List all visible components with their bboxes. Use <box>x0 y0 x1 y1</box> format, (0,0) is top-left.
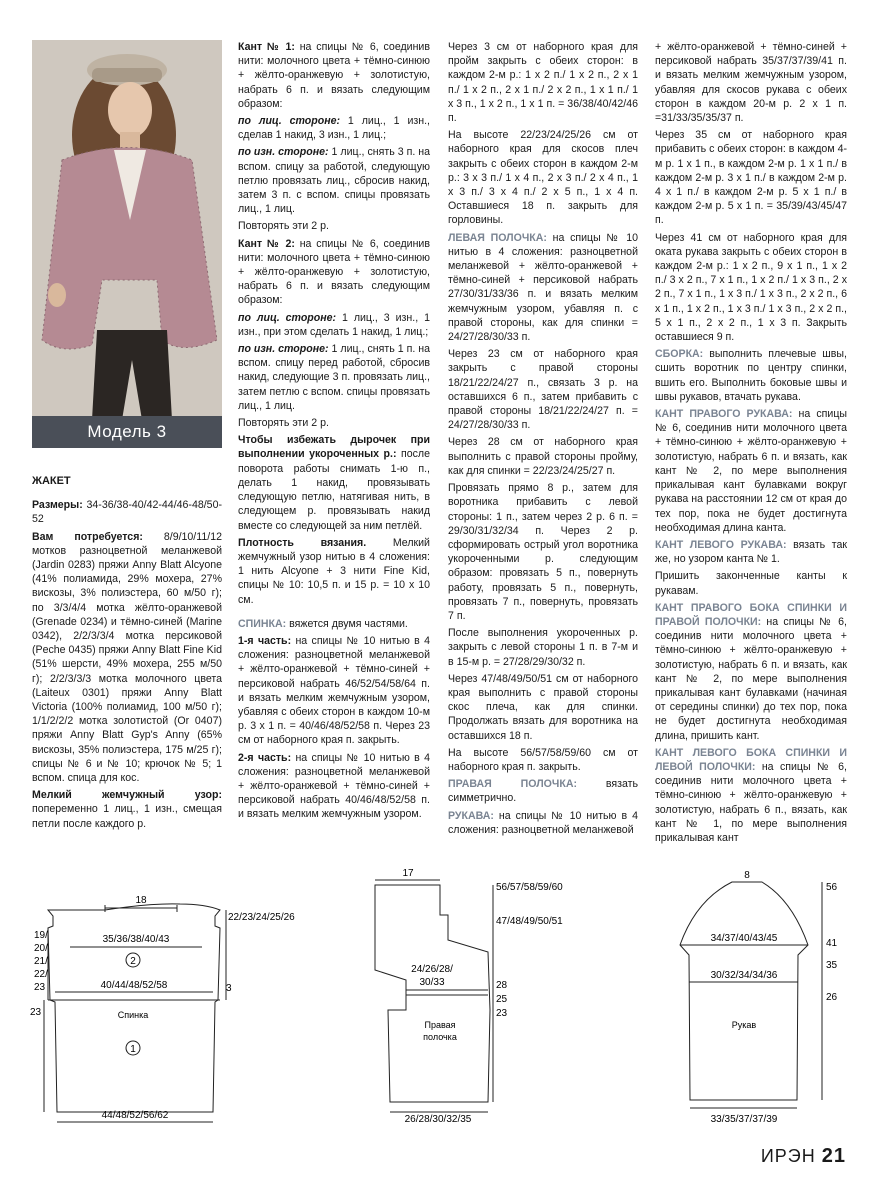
shoulder-paragraph: На высоте 22/23/24/25/26 см от наборного края для скосов плеч закрыть с обеих сторон в каждом 2-м р.: 3 х 3 п./ 1 х 4 п., 2 х 3 п./ 2 х 4 п., 1 х 3 п./ 3 х 4 п./ 2 х 5 п., 1 х 4 п. Оставшиеся 18 п. закрыть для горловины. <box>448 129 638 227</box>
sleeve-h41: 41 <box>826 938 838 949</box>
front-diagram <box>360 860 600 1130</box>
left-front-p3: Через 23 см от наборного края закрыть с правой стороны 18/21/22/24/27 п., связать 3 р. на оставшихся 6 п., затем прибавить с правой стороны 18/21/22/24/27 п. = 24/27/28/30/33 п. <box>448 348 638 432</box>
density-text: Мелкий жемчужный узор нитью в 4 сложения: 1 нить Alcyone + 3 нити Fine Kid, спицы № 10: 10,5 п. и 15 р. = 10 х 10 см. <box>238 536 430 606</box>
holes-text: после поворота работы снимать 1-ю п., делать 1 накид, провязывать следующую петлю, натягивая нить, в следующем р. провязывать накид вместе со следующей за ним петлёй. <box>238 448 430 532</box>
kant1-label: Кант № 1: <box>238 41 295 53</box>
right-sleeve-kant <box>655 407 847 535</box>
sleeve-upper-width: 30/32/34/34/36 <box>710 970 778 981</box>
assembly-text: выполнить плечевые швы, сшить воротник по центру спинки, вшить его. Выполнить боковые швы и швы рукавов, втачать рукава. <box>655 348 847 403</box>
kant2-back <box>238 342 430 413</box>
sleeve-p3: Через 41 см от наборного края для оката рукава закрыть с обеих сторон в каждом 2-м р.: 1 х 2 п., 9 х 1 п., 1 х 2 п./ 3 х 2 п., 7 х 1 п., 1 х 2 п./ 1 х 3 п., 2 х 2 п., 7 х 1 п., 1 х 3 п./ 1 х 3 п., 2 х 2 п., 6 х 1 п., 1 х 2 п., 1 х 3 п./ 1 х 3 п., 2 х 2 п., 5 х 1 п., 2 х 2 п., 1 х 3 п. Закрыть оставшиеся 9 п. <box>655 231 847 344</box>
front-collar-width: 17 <box>402 868 414 879</box>
kant1-back-text: 1 лиц., снять 3 п. на вспом. спицу за работой, следующую петлю провязать лиц., сбросив накид, затем 3 п. с вспом. спицы провязать лиц., 1 лиц. <box>238 146 430 216</box>
page-footer <box>761 1145 846 1168</box>
back-text: вяжется двумя частями. <box>286 617 408 630</box>
sleeves-text: на спицы № 10 нитью в 4 сложения: разноцветной меланжевой <box>448 809 638 836</box>
materials-text: 8/9/10/11/12 мотков разноцветной меланжевой (Jardin 0283) пряжи Anny Blatt Alcyone (41% полиамида, 29% мохера, 27% вискозы, 3% полиэстера, 60 м/50 г); по 3/3/4/4 мотка жёлто-оранжевой (Grenade 0234) и тёмно-синей (Marine 0342), 2/2/3/3/4 мотка персиковой (Peche 0435) пряжи Anny Blatt Fine Kid (51% шерсти, 49% мохера, 255 м/50 г); 2/2/3/3/3 мотка молочного цвета (Laiteux 0301) пряжи Anny Blatt Victoria (100% полиамид, 100 м/50 г); 1/1/2/2/2 мотка золотистой (Or 0407) пряжи Anny Blatt Gyp's Anny (65% вискозы, 35% полиэстера, 175 м/25 г); спицы № 6 и № 10; крючок № 5; 1 вспом. спица для кос. <box>32 530 222 785</box>
left-front-heading: ЛЕВАЯ ПОЛОЧКА: <box>448 231 547 244</box>
sizes-text: 34-36/38-40/42-44/46-48/50-52 <box>32 499 222 526</box>
kant2-face <box>238 311 430 339</box>
sleeve-h26: 26 <box>826 992 838 1003</box>
holes-label: Чтобы избежать дырочек при выполнении укороченных р.: <box>238 434 430 461</box>
left-front-text: на спицы № 10 нитью в 4 сложения: разноцветной меланжевой + жёлто-оранжевой + тёмно-синей + персиковой набрать 27/30/31/33/36 п. и вязать мелким жемчужным узором, убавляя п. с правой стороны, как для спинки = 24/27/28/30/33 п. <box>448 231 638 344</box>
column-2 <box>238 40 430 825</box>
kant2-back-text: 1 лиц., снять 1 п. на вспом. спицу перед работой, сбросив накид, следующие 3 п. провязать лиц., затем петлю с вспом. спицы провязать лиц., 1 лиц. <box>238 343 430 412</box>
left-side-kant <box>655 746 847 845</box>
front-width-2: 30/33 <box>419 977 445 988</box>
kant2-label: Кант № 2: <box>238 237 295 250</box>
page-number: 21 <box>821 1145 846 1167</box>
back-top-width: 18 <box>135 895 147 906</box>
back-mid-width: 35/36/38/40/43 <box>102 934 170 945</box>
kant1-face-text: 1 лиц., 1 изн., сделав 1 накид, 3 изн., 1 лиц.; <box>238 115 430 142</box>
right-front-text: вязать симметрично. <box>448 778 638 805</box>
part2-label: 2-я часть: <box>238 751 292 764</box>
left-front-p6: После выполнения укороченных р. закрыть с левой стороны 1 п. в 7-м и в 15-м р. = 27/28/29/30/32 п. <box>448 627 638 668</box>
right-side-kant-heading: КАНТ ПРАВОГО БОКА СПИНКИ И ПРАВОЙ ПОЛОЧКИ: <box>655 601 847 628</box>
front-label-1: Правая <box>424 1020 456 1030</box>
back-bottom-width: 44/48/52/56/62 <box>101 1110 169 1121</box>
back-part-1: 1 <box>130 1044 136 1055</box>
pattern-paragraph <box>32 788 222 831</box>
left-sleeve-kant-text: вязать так же, но узором канта № 1. <box>655 538 848 566</box>
left-side-kant-text: на спицы № 6, соединив нити молочного цвета + тёмно-синюю + жёлто-оранжевую + золотистую, набрать 6 п., вязать, как кант № 1, по мере выполнения прикалывая кант <box>655 760 848 844</box>
front-label-2: полочка <box>423 1032 457 1042</box>
sizes-paragraph <box>32 498 222 526</box>
kant2-text: на спицы № 6, соединив нити: молочного цвета + тёмно-синюю + жёлто-оранжевую + золотистую, набрать 6 п. и вязать следующим образом: <box>238 237 430 307</box>
kant1-face-label: по лиц. стороне: <box>238 115 341 128</box>
back-part-2: 2 <box>130 956 136 967</box>
kant2-face-label: по лиц. стороне: <box>238 311 337 324</box>
sleeve-h35: 35 <box>826 960 838 971</box>
sleeve-p2: Через 35 см от наборного края прибавить с обеих сторон: в каждом 4-м р. 1 х 1 п., в каждом 2-м р. 1 х 1 п./ в каждом 2-м р. 3 х 1 п./ в каждом 2-м р. 4 х 1 п./ в каждом 2-м р. 5 х 1 п./ в каждом 2-м р. 5 х 1 п. = 35/39/43/45/47 п. <box>655 129 847 227</box>
back-left-h4: 22/ <box>34 969 48 980</box>
kant1-repeat: Повторять эти 2 р. <box>238 220 329 233</box>
pattern-text: попеременно 1 лиц., 1 изн., смещая петли после каждого р. <box>32 803 222 830</box>
back-left-h5: 23 <box>34 982 46 993</box>
left-sleeve-kant-heading: КАНТ ЛЕВОГО РУКАВА: <box>655 538 787 551</box>
column-1 <box>32 474 222 834</box>
left-side-kant-heading: КАНТ ЛЕВОГО БОКА СПИНКИ И ЛЕВОЙ ПОЛОЧКИ: <box>655 746 847 773</box>
left-front-p4: Через 28 см от наборного края выполнить с правой стороны пройму, как для спинки = 22/23/24/25/27 п. <box>448 436 638 477</box>
back-label: Спинка <box>117 1010 149 1020</box>
right-side-kant <box>655 601 847 743</box>
right-side-kant-text: на спицы № 6, соединив нити молочного цвета + тёмно-синюю + жёлто-оранжевую + золотистую, набрать 6 п. и вязать, как кант № 2, по мере выполнения прикалывая кант булавками (начиная от середины спинки) до тех пор, пока не будет достигнута необходимая длина, пришить кант. <box>655 615 847 742</box>
kant2-repeat: Повторять эти 2 р. <box>238 417 329 430</box>
density-paragraph <box>238 536 430 607</box>
right-front-paragraph <box>448 777 638 805</box>
model-illustration <box>32 40 222 448</box>
back-left-h3: 21/ <box>34 956 48 967</box>
sleeves-heading: РУКАВА: <box>448 809 494 822</box>
part1-label: 1-я часть: <box>238 634 292 647</box>
sleeve-label: Рукав <box>731 1020 757 1030</box>
sleeve-diagram <box>670 860 860 1130</box>
kant1-face <box>238 114 430 142</box>
kant1-back <box>238 145 430 216</box>
right-sleeve-kant-heading: КАНТ ПРАВОГО РУКАВА: <box>655 408 793 421</box>
back-left-h1: 19/ <box>34 930 48 941</box>
sleeve-bottom-width: 33/35/37/37/39 <box>710 1114 778 1125</box>
materials-paragraph <box>32 530 222 786</box>
attach-kants: Пришить законченные канты к рукавам. <box>655 570 847 597</box>
column-4 <box>655 40 847 848</box>
armhole-paragraph: Через 3 см от наборного края для пройм закрыть с обеих сторон: в каждом 2-м р.: 1 х 2 п./ 1 х 2 п., 2 х 1 п./ 1 х 2 п., 2 х 1 п./ 2 х 2 п., 1 х 1 п./ 1 х 3 п., 1 х 2 п., 1 х 1 п. = 36/38/40/42/46 п. <box>448 41 638 125</box>
sleeves-paragraph <box>448 809 638 837</box>
front-h23: 23 <box>496 1008 508 1019</box>
magazine-name: ИРЭН <box>760 1146 816 1166</box>
sleeve-h56: 56 <box>826 882 838 893</box>
part2-paragraph <box>238 751 430 822</box>
left-front-p5: Провязать прямо 8 р., затем для воротника прибавить с левой стороны: 1 п., затем через 2 р. 6 п. = 29/30/31/32/34 п. Через 2 р. сформировать острый угол воротника укороченными р. следующим образом: провязать 5 п., повернуть работу, провязать 5 п., повернуть, провязать 7 п., повернуть, провязать 7 п. <box>448 482 638 622</box>
column-3 <box>448 40 638 840</box>
kant2-paragraph <box>238 237 430 308</box>
front-h25: 25 <box>496 994 508 1005</box>
materials-label: Вам потребуется: <box>32 530 143 543</box>
back-lower-height: 23 <box>30 1007 42 1018</box>
left-front-paragraph <box>448 231 638 345</box>
sizes-label: Размеры: <box>32 499 83 512</box>
kant2-face-text: 1 лиц., 3 изн., 1 изн., при этом сделать 1 накид, 1 лиц.; <box>238 311 430 338</box>
density-label: Плотность вязания. <box>238 536 367 549</box>
kant2-back-label: по изн. стороне: <box>238 343 329 356</box>
left-front-p8: На высоте 56/57/58/59/60 см от наборного края п. закрыть. <box>448 746 638 773</box>
right-sleeve-kant-text: на спицы № 6, соединив нити молочного цвета + тёмно-синюю + жёлто-оранжевую + золотистую, набрать 6 п. и вязать, как кант № 2, по мере выполнения прикалывая кант булавками вокруг рукава на расстоянии 12 см от края до тех пор, пока не будет достигнута необходимая длина канта. <box>655 408 847 534</box>
back-heading: СПИНКА: <box>238 617 287 630</box>
pattern-label: Мелкий жемчужный узор: <box>32 789 222 802</box>
part2-text: на спицы № 10 нитью в 4 сложения: разноцветной меланжевой + жёлто-оранжевой + тёмно-синей + персиковой набрать 40/46/48/52/58 п. и вязать мелким жемчужным узором. <box>238 751 430 821</box>
sleeve-p1: + жёлто-оранжевой + тёмно-синей + персиковой набрать 35/37/37/39/41 п. и вязать мелким жемчужным узором, убавляя для скосов рукава с обеих сторон в каждом 20-м р. 2 х 1 п. =31/33/35/35/37 п. <box>655 41 847 125</box>
model-photo <box>32 40 222 448</box>
part1-paragraph <box>238 634 430 748</box>
part1-text: на спицы № 10 нитью в 4 сложения: разноцветной меланжевой + жёлто-оранжевой + тёмно-синей + персиковой набрать 46/52/54/58/64 п. и вязать мелким жемчужным узором, убавляя с обеих сторон в каждом 10-м р. 3 х 1 п. = 40/46/48/52/58 п. Через 23 см от наборного края п. закрыть. <box>238 634 430 747</box>
back-armhole-height: 3 <box>226 983 232 994</box>
kant1-text: на спицы № 6, соединив нити: молочного цвета + тёмно-синюю + жёлто-оранжевую + золотистую, набрать 6 п. и вязать следующим образом: <box>238 41 430 110</box>
back-left-h2: 20/ <box>34 943 48 954</box>
right-front-heading: ПРАВАЯ ПОЛОЧКА: <box>448 778 577 791</box>
kant1-paragraph <box>238 40 430 111</box>
assembly-paragraph <box>655 347 847 404</box>
back-lower-width: 40/44/48/52/58 <box>100 980 168 991</box>
garment-title: ЖАКЕТ <box>32 475 71 487</box>
left-front-p7: Через 47/48/49/50/51 см от наборного края выполнить с правой стороны скос плеча, как для спинки. Продолжать вязать для воротника на оставшихся 18 п. <box>448 672 638 742</box>
left-sleeve-kant <box>655 538 847 566</box>
back-paragraph <box>238 617 430 631</box>
front-bottom-width: 26/28/30/32/35 <box>404 1114 472 1125</box>
front-h28: 28 <box>496 980 508 991</box>
assembly-heading: СБОРКА: <box>655 348 704 361</box>
holes-paragraph <box>238 433 430 532</box>
front-total-height: 56/57/58/59/60 <box>496 882 563 893</box>
back-right-height: 22/23/24/25/26 <box>228 912 295 923</box>
kant1-back-label: по изн. стороне: <box>238 146 329 159</box>
front-width-1: 24/26/28/ <box>411 964 453 975</box>
front-shoulder-height: 47/48/49/50/51 <box>496 916 563 927</box>
model-caption: Модель 3 <box>32 416 222 448</box>
back-diagram <box>30 860 320 1130</box>
sleeve-cap-width: 34/37/40/43/45 <box>710 933 778 944</box>
sleeve-top-width: 8 <box>744 870 750 881</box>
